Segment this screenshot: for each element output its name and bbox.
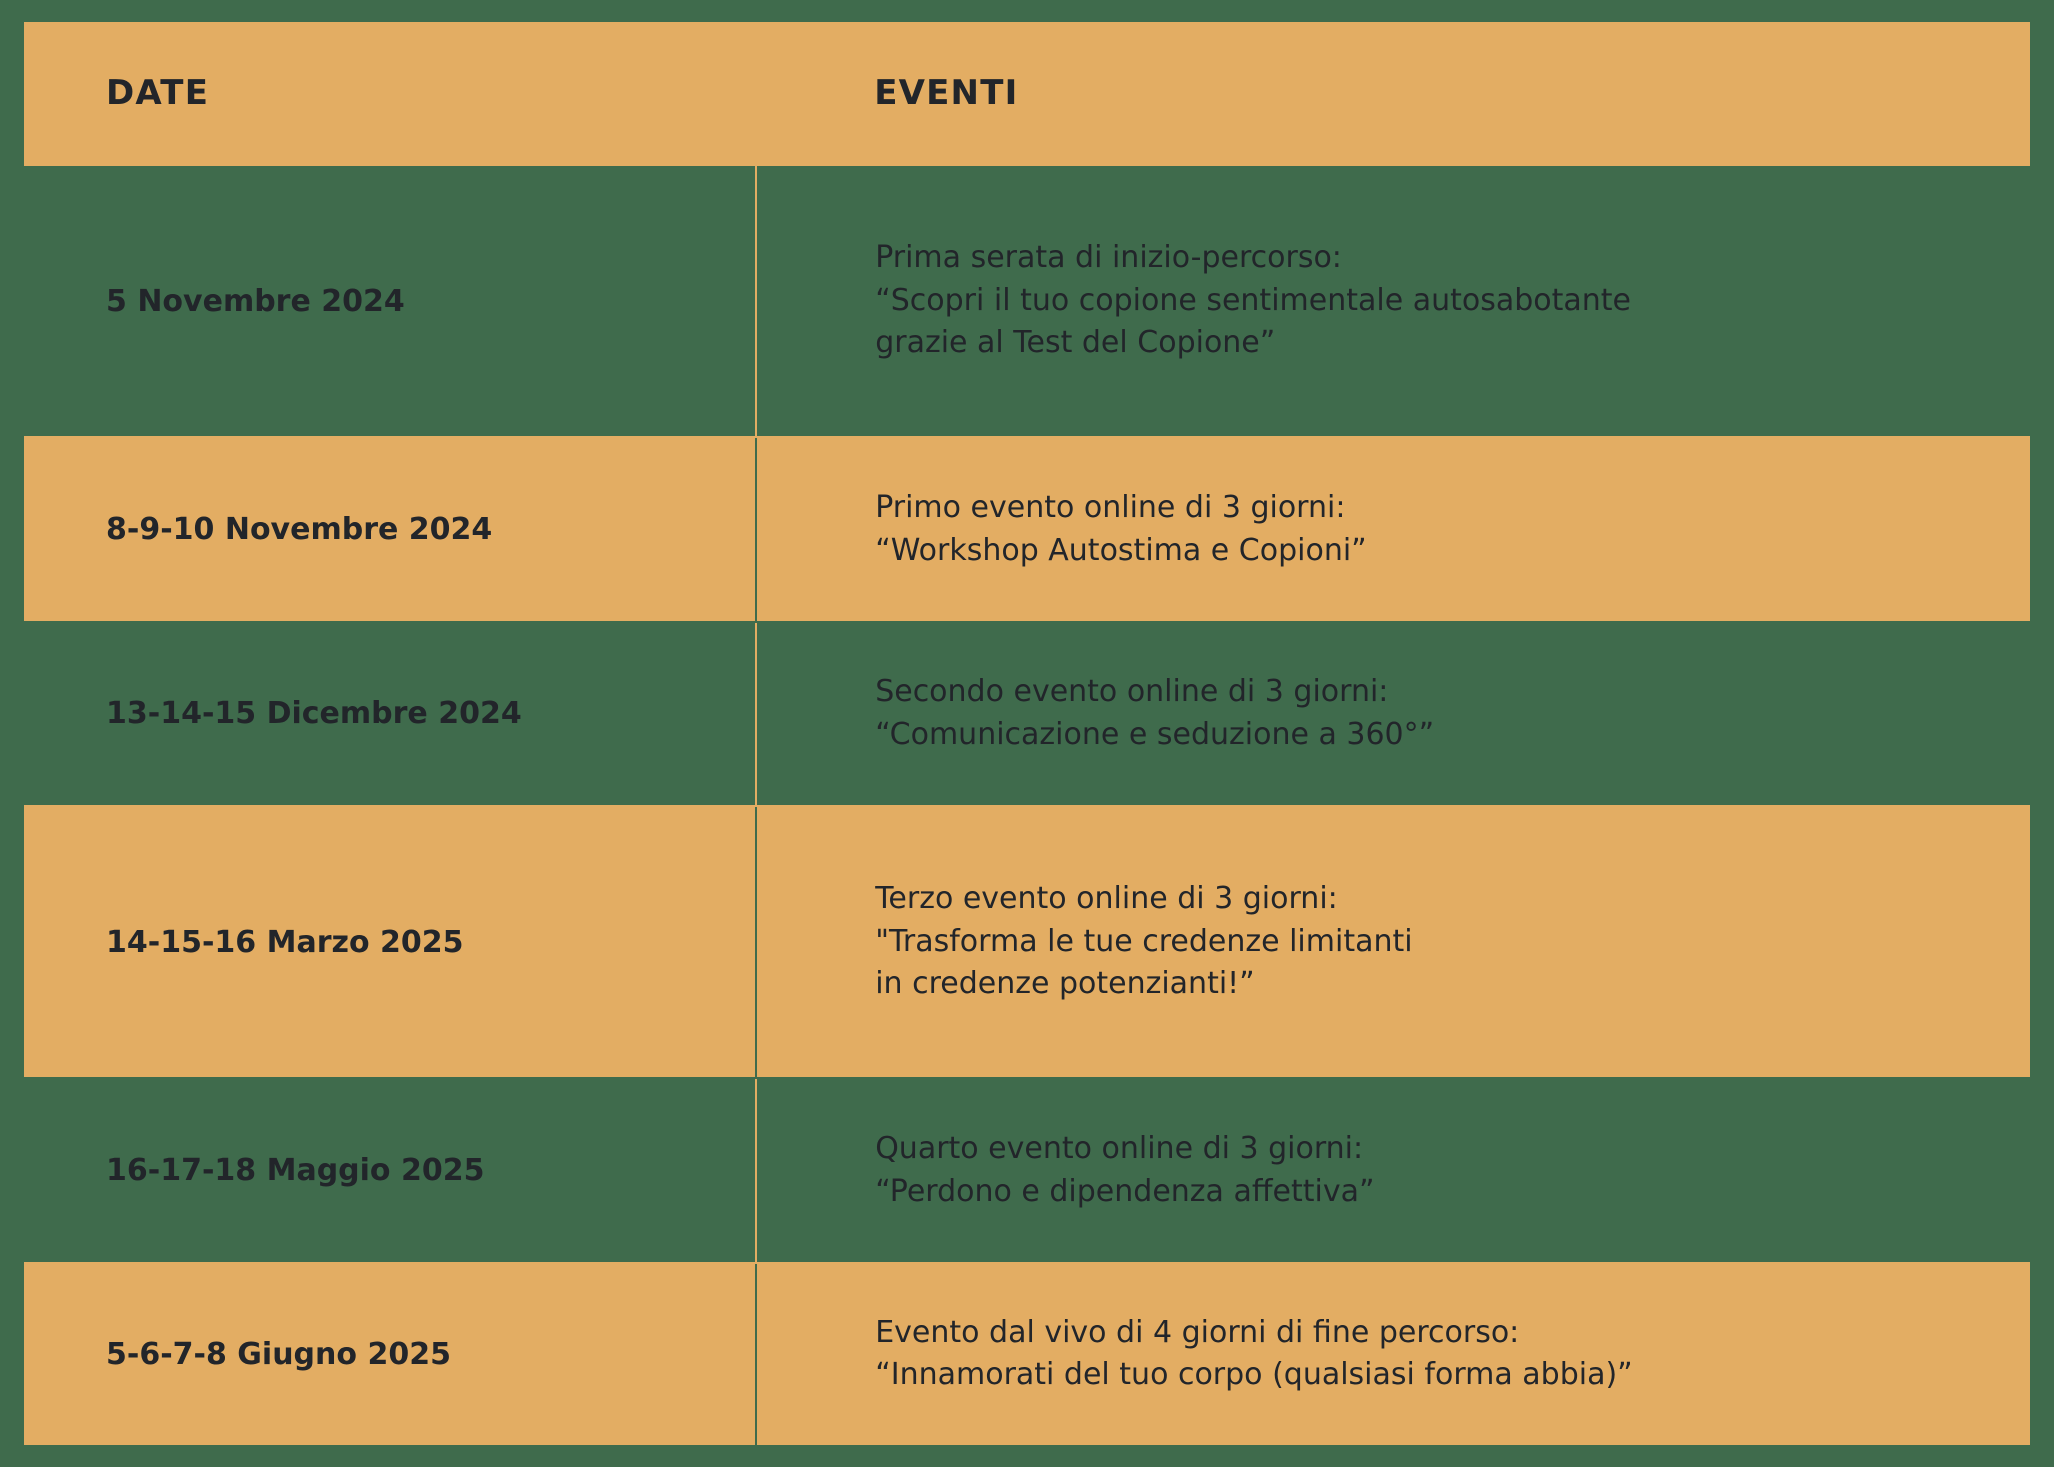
row-event-line: Quarto evento online di 3 giorni: bbox=[875, 1130, 1364, 1166]
table-row bbox=[24, 622, 2030, 806]
row-event bbox=[756, 165, 2030, 437]
row-event-line: “Workshop Autostima e Copioni” bbox=[875, 532, 1367, 568]
column-header-date: DATE bbox=[24, 22, 756, 165]
row-event-line: in credenze potenzianti!” bbox=[875, 966, 1255, 1002]
row-date: 8-9-10 Novembre 2024 bbox=[24, 437, 756, 621]
header-row bbox=[24, 22, 2030, 165]
row-date: 13-14-15 Dicembre 2024 bbox=[24, 622, 756, 806]
row-date: 5 Novembre 2024 bbox=[24, 165, 756, 437]
column-header-events: EVENTI bbox=[756, 22, 2030, 165]
table-header bbox=[24, 22, 2030, 165]
row-event-line: Evento dal vivo di 4 giorni di fine percorso: bbox=[875, 1314, 1520, 1350]
table-row bbox=[24, 1263, 2030, 1445]
row-event bbox=[756, 1263, 2030, 1445]
row-event bbox=[756, 806, 2030, 1078]
row-event-line: “Innamorati del tuo corpo (qualsiasi forma abbia)” bbox=[875, 1357, 1633, 1393]
row-event-line: “Scopri il tuo copione sentimentale autosabotante bbox=[875, 282, 1632, 318]
row-event-line: “Perdono e dipendenza affettiva” bbox=[875, 1173, 1375, 1209]
table-body bbox=[24, 165, 2030, 1445]
row-event-line: “Comunicazione e seduzione a 360°” bbox=[875, 716, 1435, 752]
row-event-line: Prima serata di inizio-percorso: bbox=[875, 240, 1342, 276]
row-event-line: Primo evento online di 3 giorni: bbox=[875, 489, 1346, 525]
row-date: 14-15-16 Marzo 2025 bbox=[24, 806, 756, 1078]
row-event-line: "Trasforma le tue credenze limitanti bbox=[875, 923, 1413, 959]
table-row bbox=[24, 165, 2030, 437]
row-date: 16-17-18 Maggio 2025 bbox=[24, 1078, 756, 1262]
schedule-table bbox=[24, 22, 2030, 1445]
row-event bbox=[756, 1078, 2030, 1262]
row-event bbox=[756, 437, 2030, 621]
row-event-line: Terzo evento online di 3 giorni: bbox=[875, 881, 1338, 917]
row-event-line: grazie al Test del Copione” bbox=[875, 325, 1276, 361]
table-row bbox=[24, 437, 2030, 621]
row-event bbox=[756, 622, 2030, 806]
row-event-line: Secondo evento online di 3 giorni: bbox=[875, 674, 1389, 710]
row-date: 5-6-7-8 Giugno 2025 bbox=[24, 1263, 756, 1445]
table-row bbox=[24, 806, 2030, 1078]
table-row bbox=[24, 1078, 2030, 1262]
